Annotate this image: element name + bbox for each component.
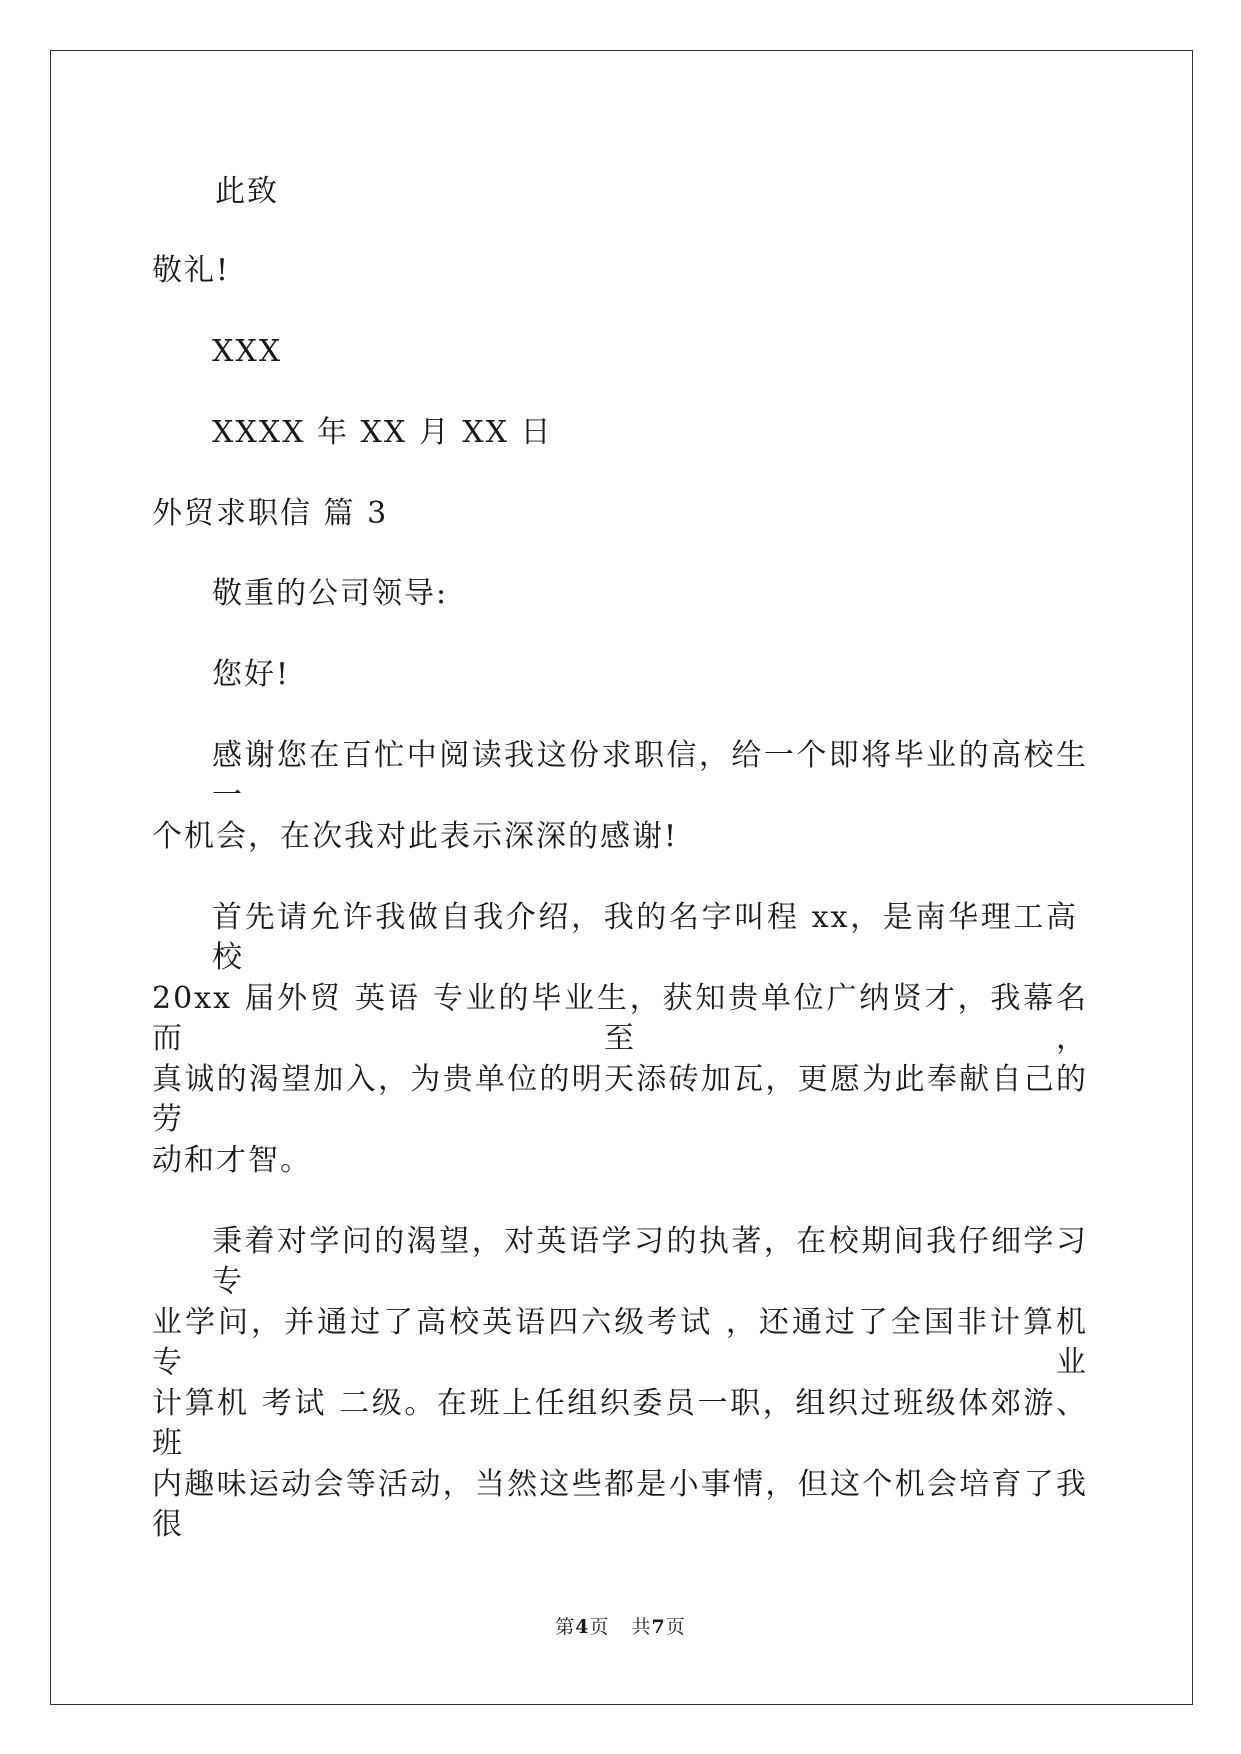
closing-salutation: 此致 bbox=[215, 174, 279, 209]
paragraph-line: 动和才智。 bbox=[152, 1143, 312, 1178]
paragraph-line: 业学问，并通过了高校英语四六级考试 ，还通过了全国非计算机专业 bbox=[152, 1305, 1088, 1380]
paragraph-line: 首先请允许我做自我介绍，我的名字叫程 xx，是南华理工高校 bbox=[212, 900, 1078, 975]
signature-date: XXXX 年 XX 月 XX 日 bbox=[212, 415, 553, 450]
total-page-number: 7 bbox=[651, 1616, 666, 1638]
footer-prefix: 第 bbox=[555, 1616, 576, 1638]
paragraph-line: 感谢您在百忙中阅读我这份求职信，给一个即将毕业的高校生一 bbox=[212, 738, 1088, 813]
section-heading: 外贸求职信 篇 3 bbox=[152, 496, 389, 531]
page-footer bbox=[0, 1615, 1241, 1639]
footer-page-unit: 页 bbox=[589, 1616, 610, 1638]
footer-total-prefix: 共 bbox=[631, 1616, 652, 1638]
paragraph-line: 内趣味运动会等活动，当然这些都是小事情，但这个机会培育了我很 bbox=[152, 1467, 1088, 1542]
paragraph-line: 个机会，在次我对此表示深深的感谢! bbox=[152, 819, 679, 854]
current-page-number: 4 bbox=[575, 1616, 590, 1638]
hello-line: 您好! bbox=[212, 657, 291, 692]
paragraph-line: 计算机 考试 二级。在班上任组织委员一职，组织过班级体郊游、班 bbox=[152, 1386, 1088, 1461]
footer-total-unit: 页 bbox=[665, 1616, 686, 1638]
paragraph-line: 真诚的渴望加入，为贵单位的明天添砖加瓦，更愿为此奉献自己的劳 bbox=[152, 1062, 1088, 1137]
paragraph-line: 20xx 届外贸 英语 专业的毕业生，获知贵单位广纳贤才，我幕名而至， bbox=[152, 981, 1088, 1056]
paragraph-line: 秉着对学问的渴望，对英语学习的执著，在校期间我仔细学习专 bbox=[212, 1224, 1088, 1299]
signature-name: XXX bbox=[212, 334, 283, 369]
closing-regards: 敬礼! bbox=[152, 253, 231, 288]
greeting-line: 敬重的公司领导: bbox=[212, 576, 449, 611]
